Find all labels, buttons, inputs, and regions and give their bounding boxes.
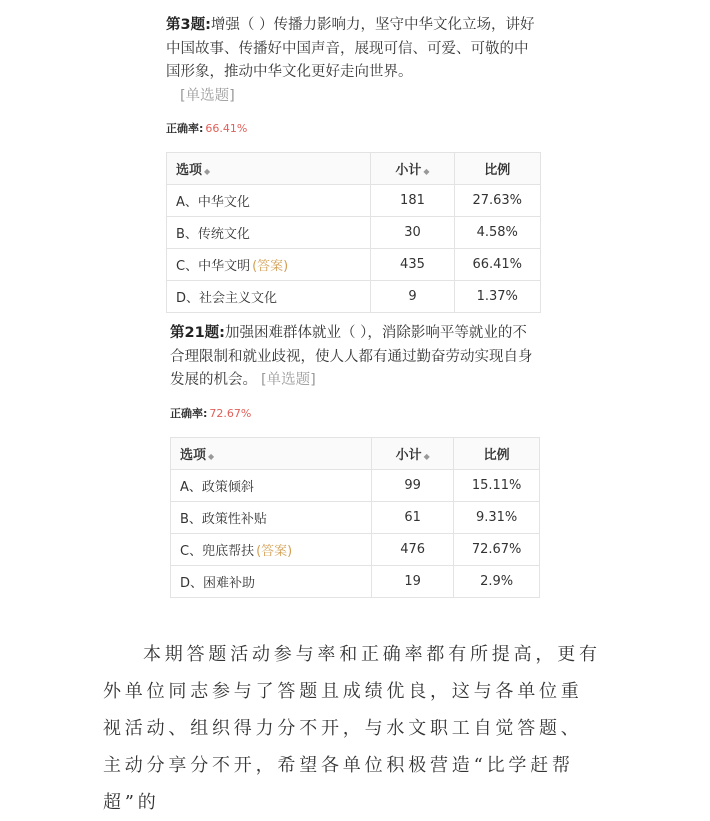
ratio-cell: 27.63% (454, 185, 540, 217)
count-cell: 476 (372, 533, 454, 565)
sort-icon[interactable]: ◆ (423, 167, 430, 176)
table-row (171, 469, 540, 501)
header-ratio: 比例 (454, 153, 540, 185)
option-cell: C、兜底帮扶 (答案) (171, 533, 372, 565)
table-header-row (171, 437, 540, 469)
ratio-cell: 4.58% (454, 217, 540, 249)
table-row (171, 533, 540, 565)
accuracy (166, 120, 541, 136)
option-cell: C、中华文明 (答案) (167, 249, 371, 281)
accuracy-label: 正确率: (170, 406, 208, 420)
header-count[interactable]: 小计 ◆ (371, 153, 454, 185)
question-type: [单选题] (180, 87, 235, 104)
option-cell: B、政策性补贴 (171, 501, 372, 533)
table-row (171, 565, 540, 597)
ratio-cell: 66.41% (454, 249, 540, 281)
table-row (167, 249, 541, 281)
table-row (167, 217, 541, 249)
header-ratio: 比例 (454, 437, 540, 469)
ratio-cell: 72.67% (454, 533, 540, 565)
count-cell: 181 (371, 185, 454, 217)
option-cell: A、中华文化 (167, 185, 371, 217)
ratio-cell: 1.37% (454, 281, 540, 313)
sort-icon[interactable]: ◆ (208, 451, 215, 461)
table-row (167, 185, 541, 217)
accuracy-value: 72.67% (209, 406, 252, 420)
answer-tag: (答案) (252, 259, 289, 274)
question-3 (166, 14, 541, 313)
count-cell: 435 (371, 249, 454, 281)
ratio-cell: 15.11% (454, 469, 540, 501)
table-header-row (167, 153, 541, 185)
option-cell: D、困难补助 (171, 565, 372, 597)
question-text: 加强困难群体就业（ ），消除影响平等就业的不合理限制和就业歧视，使人人都有通过勤奋劳动实现自身发展的机会。 (170, 325, 533, 388)
accuracy-value: 66.41% (205, 122, 248, 135)
sort-icon[interactable]: ◆ (204, 167, 211, 176)
results-table (166, 152, 541, 313)
question-title (170, 322, 540, 393)
question-type: [单选题] (261, 372, 316, 388)
ratio-cell: 9.31% (454, 501, 540, 533)
summary-paragraph: 本期答题活动参与率和正确率都有所提高，更有外单位同志参与了答题且成绩优良，这与各单位重视活动、组织得力分不开，与水文职工自觉答题、主动分享分不开，希望各单位积极营造“比学赶帮超”的 (103, 644, 601, 813)
option-cell: A、政策倾斜 (171, 469, 372, 501)
option-cell: B、传统文化 (167, 217, 371, 249)
table-row (167, 281, 541, 313)
header-option[interactable]: 选项 ◆ (167, 153, 371, 185)
count-cell: 61 (372, 501, 454, 533)
accuracy-label: 正确率: (166, 122, 204, 135)
question-21 (170, 322, 540, 598)
ratio-cell: 2.9% (454, 565, 540, 597)
count-cell: 30 (371, 217, 454, 249)
count-cell: 9 (371, 281, 454, 313)
question-number: 第21题: (170, 325, 225, 341)
question-title (166, 14, 541, 108)
count-cell: 99 (372, 469, 454, 501)
answer-tag: (答案) (256, 543, 293, 559)
sort-icon[interactable]: ◆ (423, 451, 430, 461)
table-row (171, 501, 540, 533)
results-table (170, 437, 540, 598)
header-option[interactable]: 选项 ◆ (171, 437, 372, 469)
count-cell: 19 (372, 565, 454, 597)
question-text: 增强（ ）传播力影响力，坚守中华文化立场，讲好中国故事、传播好中国声音，展现可信、可爱、可敬的中国形象，推动中华文化更好走向世界。 (166, 17, 535, 80)
accuracy (170, 405, 540, 421)
header-count[interactable]: 小计 ◆ (372, 437, 454, 469)
question-number: 第3题: (166, 17, 211, 33)
option-cell: D、社会主义文化 (167, 281, 371, 313)
